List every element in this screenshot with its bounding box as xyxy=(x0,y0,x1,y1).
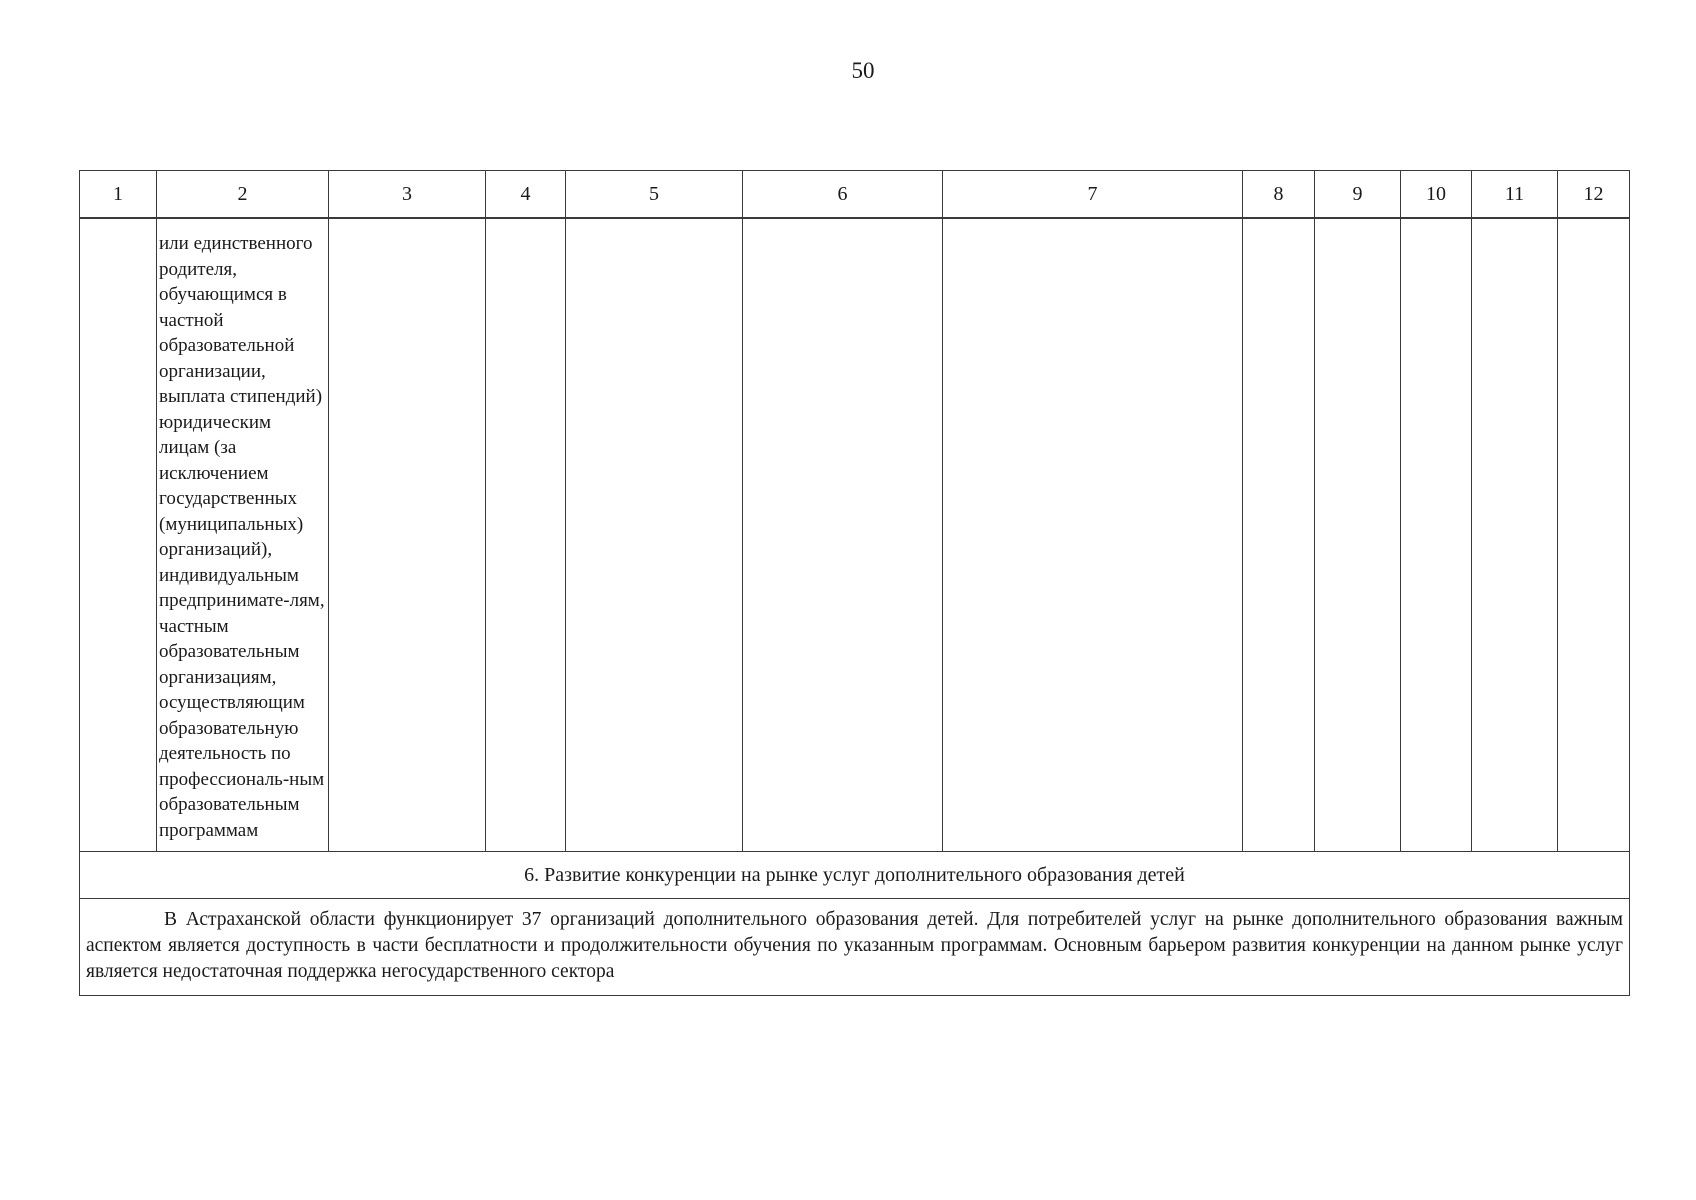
table-cell xyxy=(1401,218,1472,852)
measures-table xyxy=(79,170,1630,996)
column-header: 12 xyxy=(1558,171,1630,219)
column-header: 3 xyxy=(329,171,486,219)
column-header: 2 xyxy=(157,171,329,219)
measure-description: или единственного родителя, обучающимся в частной образовательной организации, выплата стипендий) юридическим лицам (за исключением государственных (муниципальных) организаций), индивидуальным предпринимате-лям, частным образовательным организациям, осуществляющим образовательную деятельность по профессиональ-ным образовательным программам xyxy=(159,233,325,841)
paragraph-row xyxy=(80,899,1630,996)
table-cell xyxy=(1243,218,1315,852)
table-row xyxy=(80,218,1630,852)
column-header: 9 xyxy=(1315,171,1401,219)
section-paragraph: В Астраханской области функционирует 37 организаций дополнительного образования детей. Для потребителей услуг на рынке дополнительного образования важным аспектом является доступность в части бесплатности и продолжительности обучения по указанным программам. Основным барьером развития конкуренции на данном рынке услуг является недостаточная поддержка негосударственного сектора xyxy=(80,899,1630,996)
column-header: 5 xyxy=(566,171,743,219)
column-header: 7 xyxy=(943,171,1243,219)
section-title-row xyxy=(80,852,1630,899)
column-header: 8 xyxy=(1243,171,1315,219)
column-header: 10 xyxy=(1401,171,1472,219)
column-header: 1 xyxy=(80,171,157,219)
page-number: 50 xyxy=(851,58,875,83)
table-cell xyxy=(157,218,329,852)
column-header: 4 xyxy=(486,171,566,219)
column-header: 6 xyxy=(743,171,943,219)
table-cell xyxy=(329,218,486,852)
table-cell xyxy=(743,218,943,852)
table-cell xyxy=(1315,218,1401,852)
table-cell xyxy=(1558,218,1630,852)
table-cell xyxy=(943,218,1243,852)
table-header-row xyxy=(80,171,1630,219)
table-cell xyxy=(1472,218,1558,852)
column-header: 11 xyxy=(1472,171,1558,219)
table-cell xyxy=(486,218,566,852)
table-cell xyxy=(80,218,157,852)
table-cell xyxy=(566,218,743,852)
section-title: 6. Развитие конкуренции на рынке услуг дополнительного образования детей xyxy=(80,852,1630,899)
